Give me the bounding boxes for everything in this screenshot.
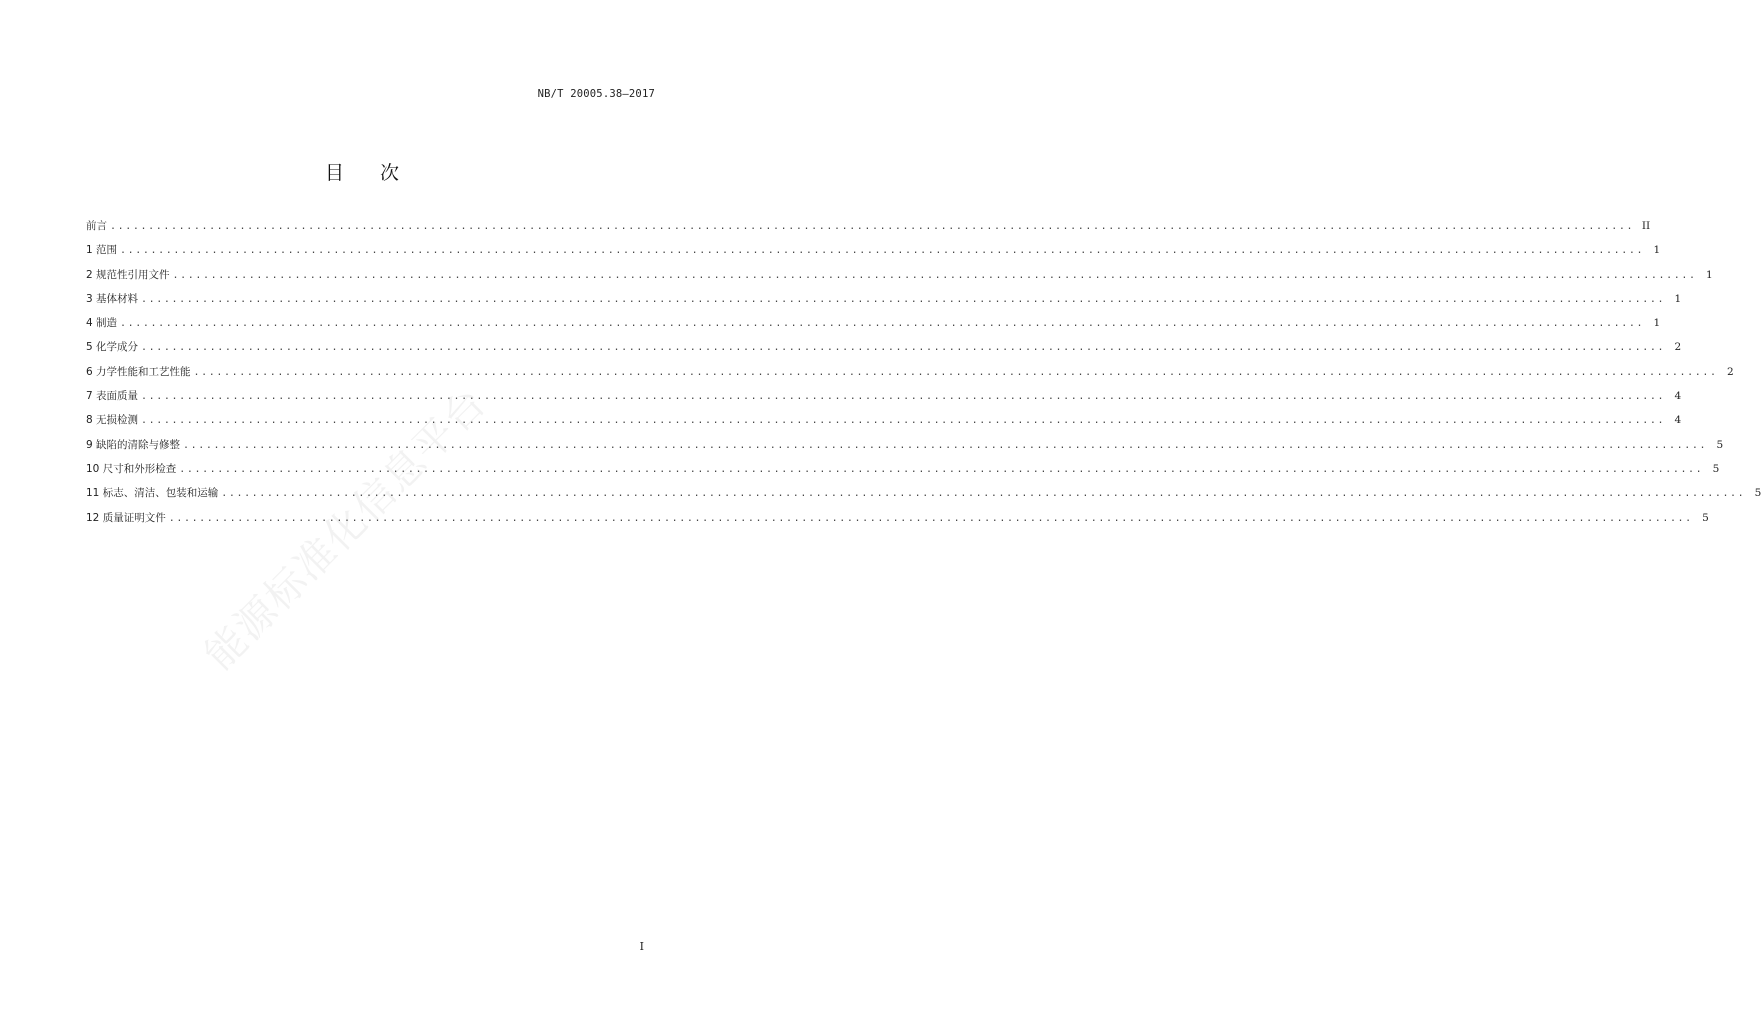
toc-title-part2: 次 [380,162,400,184]
toc-entry-label: 6 力学性能和工艺性能 [86,365,191,378]
toc-entry-page: 1 [1653,244,1661,257]
toc-entry-label: 前言 [86,220,107,232]
toc-entry-label: 10 尺寸和外形检查 [86,462,177,475]
toc-entry-page: 5 [1702,511,1709,524]
toc-entry-label: 12 质量证明文件 [86,511,166,524]
toc-title-part1: 目 [324,162,344,184]
toc-entry-label: 2 规范性引用文件 [86,268,170,281]
toc-entry-label: 8 无损检测 [86,414,139,427]
toc-leader-dots: ........................................................................................................................................................................................................ [172,269,1697,281]
toc-entry-defect-removal[interactable] [86,437,1724,461]
toc-leader-dots: ........................................................................................................................................................................................................ [120,318,1645,330]
toc-entry-page: 5 [1716,438,1724,451]
toc-entry-manufacture[interactable] [86,315,1661,339]
toc-entry-page: 4 [1674,390,1682,403]
page-number: I [639,940,644,953]
toc-entry-page: 2 [1674,341,1682,354]
toc-entry-surface-quality[interactable] [86,388,1682,412]
toc-entry-page: 1 [1705,268,1713,281]
toc-entry-chemical-composition[interactable] [86,339,1682,363]
standard-code: NB/T 20005.38—2017 [537,88,655,100]
toc-entry-page: II [1641,220,1651,232]
toc-entry-page: 1 [1653,317,1661,330]
toc-entry-label: 9 缺陷的清除与修整 [86,438,181,451]
toc-leader-dots: ........................................................................................................................................................................................................ [193,366,1718,378]
toc-entry-normative-references[interactable] [86,267,1713,291]
toc-leader-dots: ........................................................................................................................................................................................................ [168,512,1693,524]
toc-entry-label: 3 基体材料 [86,292,139,305]
toc-entry-nondestructive-testing[interactable] [86,412,1682,436]
toc-title [0,158,724,185]
toc-leader-dots: ........................................................................................................................................................................................................ [179,463,1704,475]
toc-leader-dots: ........................................................................................................................................................................................................ [221,488,1746,500]
toc-leader-dots: ........................................................................................................................................................................................................ [141,415,1666,427]
toc-leader-dots: ........................................................................................................................................................................................................ [183,439,1708,451]
watermark: 能源标准化信息平台 [196,379,497,679]
toc-leader-dots: ........................................................................................................................................................................................................ [141,391,1666,403]
toc-entry-page: 5 [1712,462,1720,475]
toc-entry-label: 7 表面质量 [86,390,139,403]
toc-entry-marking-packaging[interactable] [86,485,1761,509]
toc-entry-page: 1 [1674,292,1682,305]
toc-entry-base-material[interactable] [86,291,1682,315]
toc-entry-label: 4 制造 [86,317,118,330]
toc-entry-page: 5 [1754,487,1761,500]
toc-leader-dots: ........................................................................................................................................................................................................ [110,221,1635,232]
toc-list [86,218,1761,534]
toc-entry-page: 4 [1674,414,1682,427]
toc-entry-scope[interactable] [86,242,1661,266]
toc-entry-page: 2 [1726,365,1734,378]
toc-entry-label: 5 化学成分 [86,341,139,354]
toc-leader-dots: ........................................................................................................................................................................................................ [141,293,1666,305]
toc-entry-label: 1 范围 [86,244,118,257]
toc-entry-dimension-inspection[interactable] [86,461,1720,485]
toc-entry-foreword[interactable] [86,218,1651,242]
toc-entry-label: 11 标志、清洁、包装和运输 [86,487,219,500]
toc-entry-mechanical-properties[interactable] [86,364,1734,388]
toc-leader-dots: ........................................................................................................................................................................................................ [120,245,1645,257]
toc-leader-dots: ........................................................................................................................................................................................................ [141,342,1666,354]
toc-entry-quality-certificate[interactable] [86,510,1709,534]
